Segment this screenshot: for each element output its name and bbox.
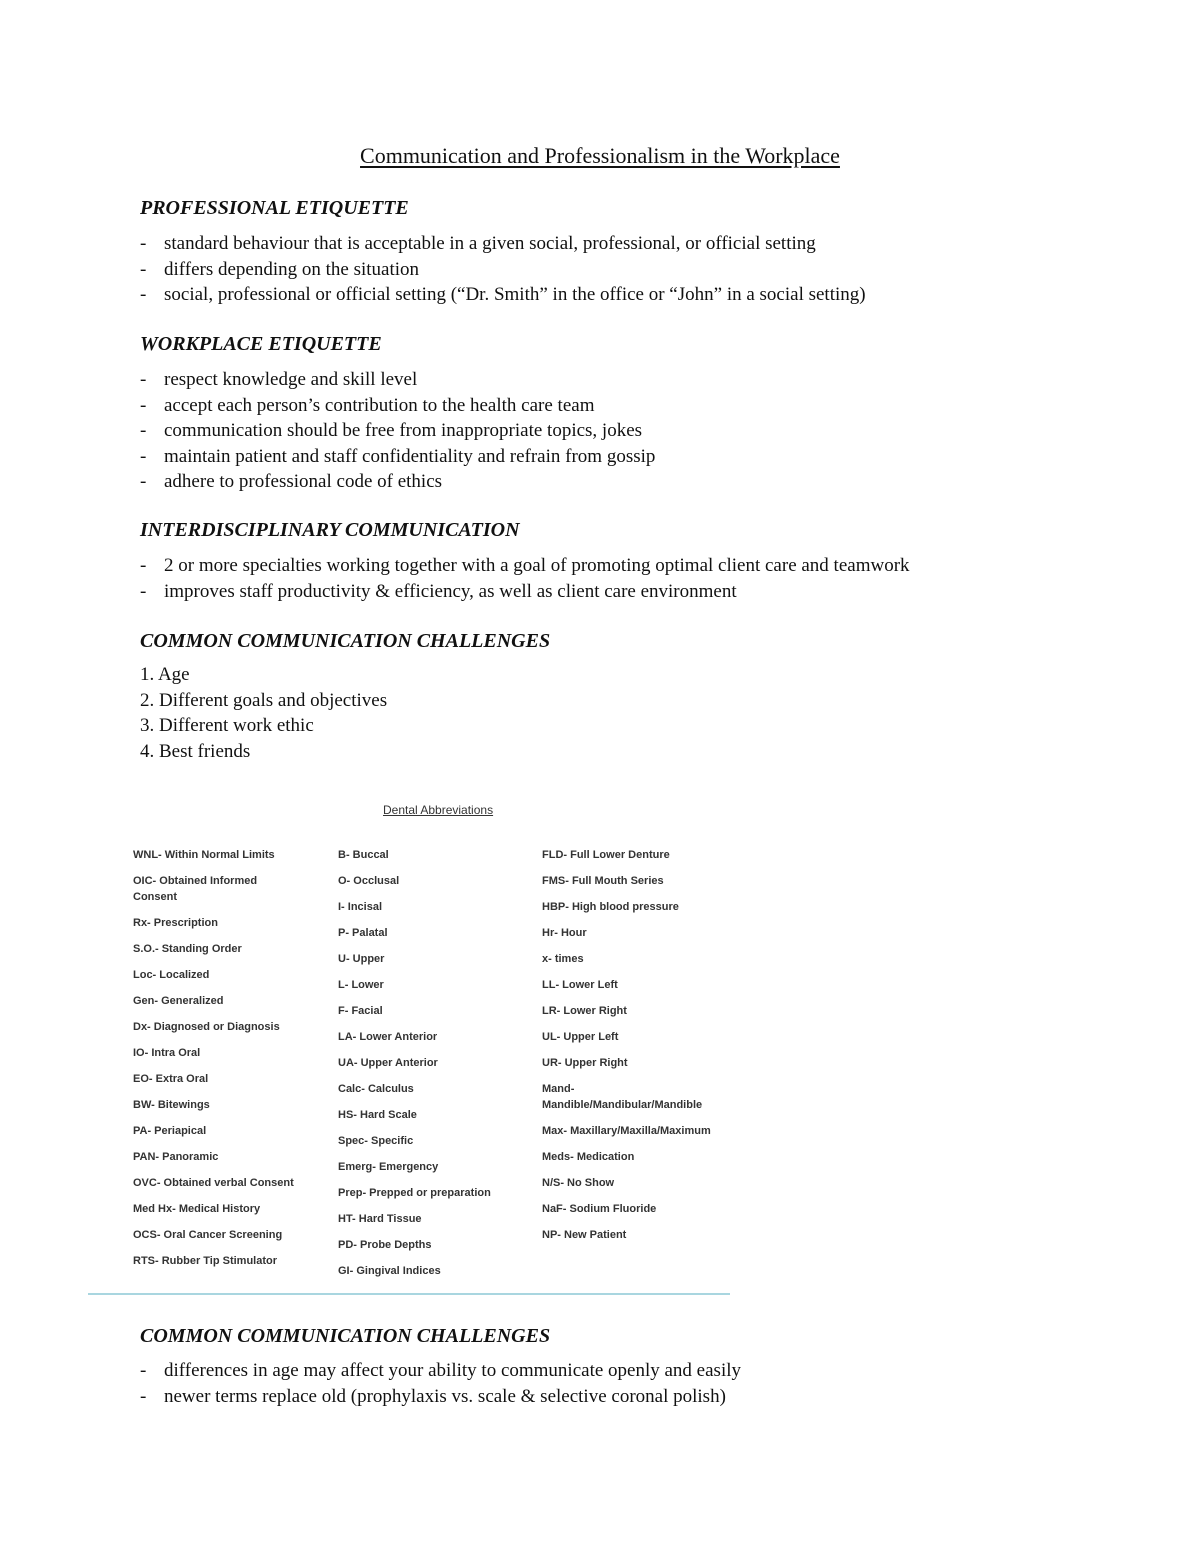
- abbreviation-item: PA- Periapical: [133, 1125, 207, 1137]
- abbreviation-item: I- Incisal: [338, 901, 383, 913]
- bullet-dash: -: [140, 284, 147, 305]
- abbreviation-item: Dx- Diagnosed or Diagnosis: [133, 1021, 280, 1033]
- abbreviation-item: OVC- Obtained verbal Consent: [133, 1177, 294, 1189]
- abbreviation-item: UR- Upper Right: [542, 1057, 628, 1069]
- bullet-dash: -: [140, 471, 147, 492]
- abbreviation-item: S.O.- Standing Order: [133, 943, 242, 955]
- abbreviation-item: x- times: [542, 953, 584, 965]
- abbreviation-item: HT- Hard Tissue: [338, 1213, 422, 1225]
- abbreviation-item: PAN- Panoramic: [133, 1151, 219, 1163]
- workplace-etiquette-list: [140, 367, 655, 495]
- abbreviation-item: Gen- Generalized: [133, 995, 224, 1007]
- abbreviation-item: Meds- Medication: [542, 1151, 635, 1163]
- bullet-dash: -: [140, 420, 147, 441]
- abbreviation-item: NP- New Patient: [542, 1229, 627, 1241]
- abbreviation-item: FMS- Full Mouth Series: [542, 875, 664, 887]
- abbreviation-item: Max- Maxillary/Maxilla/Maximum: [542, 1125, 711, 1137]
- abbreviations-column-1: [133, 847, 303, 1279]
- abbreviation-item: N/S- No Show: [542, 1177, 615, 1189]
- list-item: - differences in age may affect your ability to communicate openly and easily: [140, 1358, 741, 1384]
- list-item: - 2 or more specialties working together with a goal of promoting optimal client care and teamwork: [140, 553, 910, 579]
- abbreviation-item: EO- Extra Oral: [133, 1073, 209, 1085]
- abbreviation-item: Loc- Localized: [133, 969, 210, 981]
- list-item: 1. Age: [140, 664, 190, 685]
- abbreviation-item: LR- Lower Right: [542, 1005, 627, 1017]
- list-item: - differs depending on the situation: [140, 257, 866, 283]
- abbreviation-item: BW- Bitewings: [133, 1099, 210, 1111]
- bullet-dash: -: [140, 1360, 147, 1381]
- abbreviation-item: F- Facial: [338, 1005, 383, 1017]
- heading-professional-etiquette: PROFESSIONAL ETIQUETTE: [140, 197, 409, 219]
- abbreviation-item: OCS- Oral Cancer Screening: [133, 1229, 283, 1241]
- bullet-dash: -: [140, 1385, 147, 1407]
- list-item: - adhere to professional code of ethics: [140, 469, 655, 495]
- abbreviation-item: Med Hx- Medical History: [133, 1203, 261, 1215]
- document-title: Communication and Professionalism in the Workplace: [360, 143, 840, 168]
- abbreviation-item: Spec- Specific: [338, 1135, 414, 1147]
- abbreviation-item: LA- Lower Anterior: [338, 1031, 438, 1043]
- abbreviation-item: Calc- Calculus: [338, 1083, 414, 1095]
- list-item: 4. Best friends: [140, 740, 251, 762]
- abbreviation-item: Rx- Prescription: [133, 917, 218, 929]
- abbreviation-item: Mand- Mandible/Mandibular/Mandible: [542, 1083, 703, 1111]
- heading-common-communication-challenges: COMMON COMMUNICATION CHALLENGES: [140, 630, 551, 652]
- abbreviation-item: UL- Upper Left: [542, 1031, 619, 1043]
- abbreviation-item: Hr- Hour: [542, 927, 587, 939]
- abbreviation-item: P- Palatal: [338, 927, 388, 939]
- bullet-dash: -: [140, 580, 147, 602]
- abbreviation-item: LL- Lower Left: [542, 979, 618, 991]
- heading-common-communication-challenges-2: COMMON COMMUNICATION CHALLENGES: [140, 1325, 551, 1347]
- bullet-dash: -: [140, 555, 147, 576]
- list-item: - accept each person’s contribution to the health care team: [140, 393, 655, 419]
- abbreviation-item: PD- Probe Depths: [338, 1239, 432, 1251]
- abbreviation-item: RTS- Rubber Tip Stimulator: [133, 1255, 278, 1267]
- abbreviation-item: HS- Hard Scale: [338, 1109, 417, 1121]
- professional-etiquette-list: [140, 231, 866, 308]
- abbreviation-item: O- Occlusal: [338, 875, 400, 887]
- abbreviation-item: HBP- High blood pressure: [542, 901, 679, 913]
- list-item: - respect knowledge and skill level: [140, 367, 655, 393]
- list-item: - communication should be free from inappropriate topics, jokes: [140, 418, 655, 444]
- list-item: - improves staff productivity & efficiency, as well as client care environment: [140, 579, 910, 605]
- list-item: 3. Different work ethic: [140, 715, 314, 736]
- abbreviation-item: IO- Intra Oral: [133, 1047, 201, 1059]
- bullet-dash: -: [140, 445, 147, 467]
- abbreviation-item: L- Lower: [338, 979, 384, 991]
- abbreviation-item: U- Upper: [338, 953, 385, 965]
- bullet-dash: -: [140, 369, 147, 390]
- abbreviations-column-3: [542, 847, 717, 1253]
- list-item: - social, professional or official setting (“Dr. Smith” in the office or “John” in a social setting): [140, 282, 866, 308]
- abbreviation-item: UA- Upper Anterior: [338, 1057, 438, 1069]
- bullet-dash: -: [140, 394, 147, 416]
- image-bottom-rule: [88, 1293, 730, 1295]
- abbreviation-item: B- Buccal: [338, 849, 389, 861]
- bullet-dash: -: [140, 258, 147, 280]
- abbreviations-column-2: [338, 847, 513, 1289]
- abbreviation-item: Prep- Prepped or preparation: [338, 1187, 491, 1199]
- interdisciplinary-list: [140, 553, 910, 604]
- heading-interdisciplinary-communication: INTERDISCIPLINARY COMMUNICATION: [140, 519, 520, 541]
- abbreviation-item: GI- Gingival Indices: [338, 1265, 441, 1277]
- list-item: 2. Different goals and objectives: [140, 689, 388, 711]
- bullet-dash: -: [140, 233, 147, 254]
- list-item: - standard behaviour that is acceptable in a given social, professional, or official setting: [140, 231, 866, 257]
- dental-abbreviations-image: [88, 795, 730, 1295]
- heading-workplace-etiquette: WORKPLACE ETIQUETTE: [140, 333, 382, 355]
- list-item: - maintain patient and staff confidentiality and refrain from gossip: [140, 444, 655, 470]
- abbreviation-item: NaF- Sodium Fluoride: [542, 1203, 657, 1215]
- abbreviation-item: OIC- Obtained Informed Consent: [133, 875, 258, 903]
- abbreviation-item: Emerg- Emergency: [338, 1161, 439, 1173]
- challenges-dash-list: [140, 1358, 741, 1409]
- challenges-numbered-list: [140, 662, 387, 764]
- list-item: - newer terms replace old (prophylaxis vs. scale & selective coronal polish): [140, 1384, 741, 1410]
- abbreviations-title: Dental Abbreviations: [383, 803, 494, 817]
- abbreviation-item: FLD- Full Lower Denture: [542, 849, 670, 861]
- abbreviation-item: WNL- Within Normal Limits: [133, 849, 275, 861]
